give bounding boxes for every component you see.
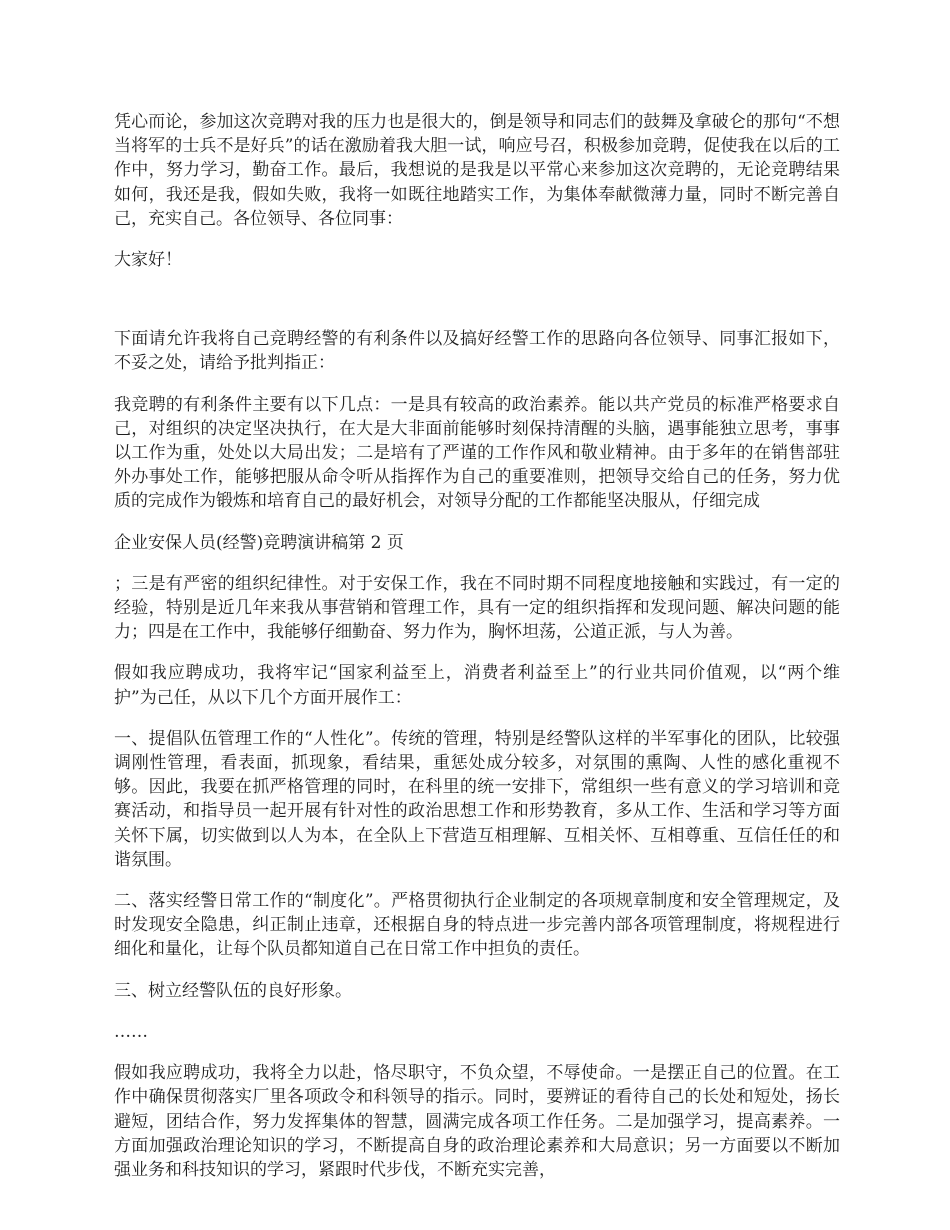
page-heading: 企业安保人员(经警)竞聘演讲稿第 2 页 — [114, 532, 404, 553]
paragraph-point-one: 一、提倡队伍管理工作的“人性化”。传统的管理，特别是经警队这样的半军事化的团队，比较强调刚性管理，看表面，抓现象，看结果，重惩处成分较多，对氛围的熏陶、人性的感化重视不够。因此，我要在抓严格管理的同时，在科里的统一安排下，常组织一些有意义的学习培训和竞赛活动，和指导员一起开展有针对性的政治思想工作和形势教育，多从工作、生活和学习等方面关怀下属，切实做到以人为本，在全队上下营造互相理解、互相关怀、互相尊重、互信任任的和谐氛围。 — [114, 728, 840, 870]
paragraph-ellipsis: …… — [114, 1021, 148, 1042]
paragraph-advantages: 我竞聘的有利条件主要有以下几点：一是具有较高的政治素养。能以共产党员的标准严格要求自己，对组织的决定坚决执行，在大是大非面前能够时刻保持清醒的头脑，遇事能独立思考，事事以工作为重，处处以大局出发；二是培有了严谨的工作作风和敬业精神。由于多年的在销售部驻外办事处工作，能够把服从命令听从指挥作为自己的重要准则，把领导交给自己的任务，努力优质的完成作为锻炼和培育自己的最好机会，对领导分配的工作都能坚决服从，仔细完成 — [114, 394, 840, 512]
paragraph-point-two: 二、落实经警日常工作的“制度化”。严格贯彻执行企业制定的各项规章制度和安全管理规定，及时发现安全隐患，纠正制止违章，还根据自身的特点进一步完善内部各项管理制度，将规程进行细化和量化，让每个队员都知道自己在日常工作中担负的责任。 — [114, 891, 840, 960]
paragraph-commitment: 假如我应聘成功，我将全力以赴，恪尽职守，不负众望，不辱使命。一是摆正自己的位置。在工作中确保贯彻落实厂里各项政令和科领导的指示。同时，要辨证的看待自己的长处和短处，扬长避短，团结合作，努力发挥集体的智慧，圆满完成各项工作任务。二是加强学习，提高素养。一方面加强政治理论知识的学习，不断提高自身的政治理论素养和大局意识；另一方面要以不断加强业务和科技知识的学习，紧跟时代步伐，不断充实完善， — [114, 1063, 840, 1180]
paragraph-report-intro: 下面请允许我将自己竞聘经警的有利条件以及搞好经警工作的思路向各位领导、同事汇报如下，不妥之处，请给予批判指正： — [114, 329, 840, 374]
blank-spacer — [114, 289, 840, 327]
paragraph-if-success: 假如我应聘成功，我将牢记“国家利益至上，消费者利益至上”的行业共同价值观，以“两个维护”为己任，从以下几个方面开展作工： — [114, 663, 840, 708]
document-page — [114, 110, 840, 1199]
paragraph-greeting: 大家好！ — [114, 250, 182, 271]
paragraph-intro: 凭心而论，参加这次竞聘对我的压力也是很大的，倒是领导和同志们的鼓舞及拿破仑的那句“不想当将军的士兵不是好兵”的话在激励着我大胆一试，响应号召，积极参加竞聘，促使我在以后的工作中，努力学习，勤奋工作。最后，我想说的是我是以平常心来参加这次竞聘的，无论竞聘结果如何，我还是我，假如失败，我将一如既往地踏实工作，为集体奉献微薄力量，同时不断完善自己，充实自己。各位领导、各位同事： — [114, 112, 840, 229]
paragraph-point-three: 三、树立经警队伍的良好形象。 — [114, 980, 352, 1001]
paragraph-discipline: ；三是有严密的组织纪律性。对于安保工作，我在不同时期不同程度地接触和实践过，有一定的经验，特别是近几年来我从事营销和管理工作，具有一定的组织指挥和发现问题、解决问题的能力；四是在工作中，我能够仔细勤奋、努力作为，胸怀坦荡，公道正派，与人为善。 — [114, 573, 840, 643]
